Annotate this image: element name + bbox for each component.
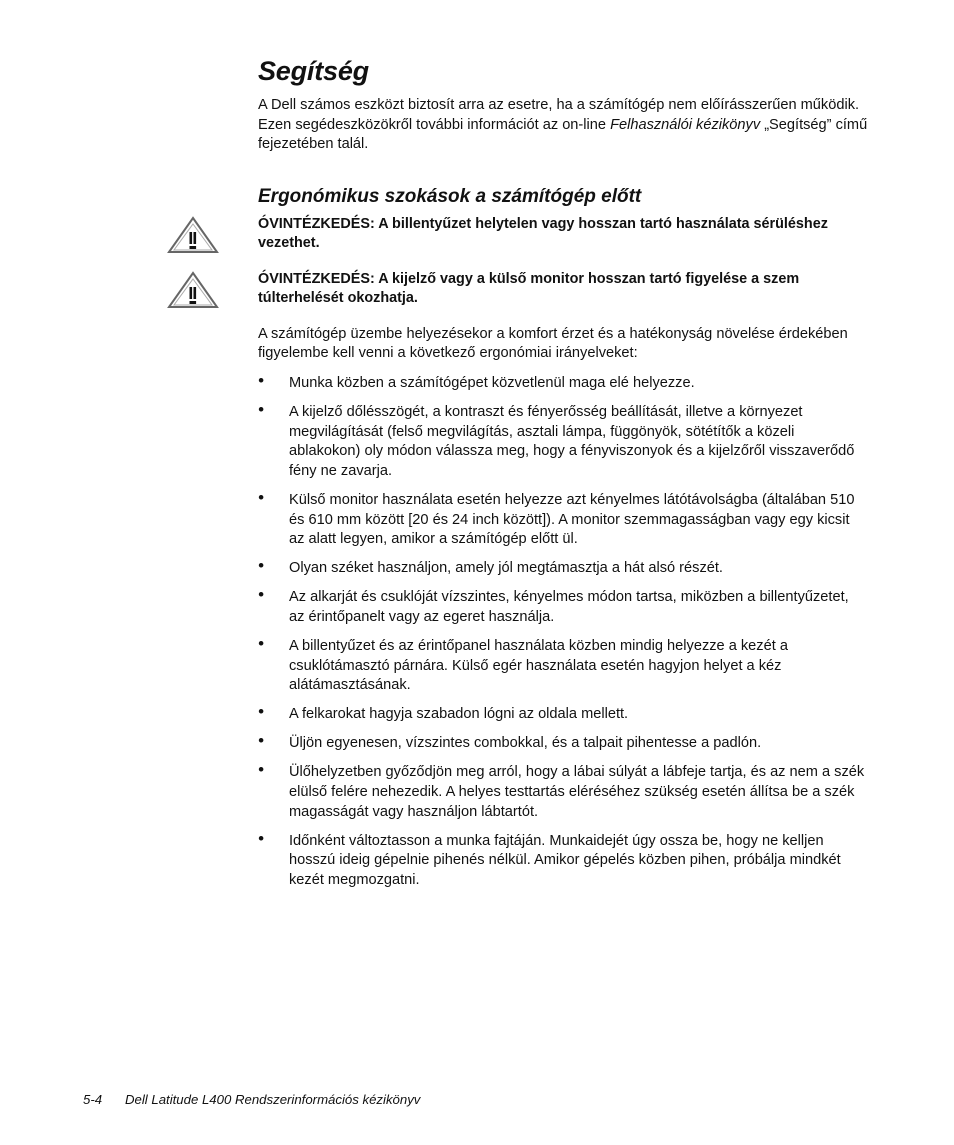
bullet-icon: • (258, 487, 264, 507)
list-item-text: A billentyűzet és az érintőpanel használata közben mindig helyezze a kezét a csuklótámasztó párnára. Külső egér használata esetén hagyjon helyet a kéz alátámasztásának. (289, 638, 788, 694)
bullet-icon: • (258, 556, 264, 576)
intro-text-2: „Segítség” című fejezetében talál. (258, 116, 868, 153)
bullet-icon: • (258, 828, 264, 848)
intro-paragraph (258, 96, 868, 155)
guidelines-list (258, 370, 868, 891)
list-item-text: Külső monitor használata esetén helyezze azt kényelmes látótávolságba (általában 510 és 610 mm között [20 és 24 inch között]). A monitor szemmagasságban vagy egy kicsit az alatt legyen, amikor a számítógép előtt ül. (289, 491, 855, 548)
intro-text-1: A Dell számos eszközt biztosít arra az esetre, ha a számítógép nem előírásszerűen működik. Ezen segédeszközökről további információt az on-line (258, 97, 860, 133)
page-content (258, 54, 868, 900)
list-item (258, 828, 868, 891)
bullet-icon: • (258, 731, 264, 751)
list-item-text: A kijelző dőlésszögét, a kontraszt és fényerősség beállítását, illetve a környezet megvilágítását (felső megvilágítás, asztali lámpa, függönyök, sötétítők a közeli ablakokon) oly módon válassza meg, hogy a fényviszonyok és a kijelzőről visszaverődő fény ne zavarja. (289, 404, 855, 479)
bullet-icon: • (258, 634, 264, 653)
list-item (258, 487, 868, 550)
intro-book-reference: Felhasználói kézikönyv (610, 116, 761, 133)
page-footer (83, 1091, 420, 1109)
page-title: Segítség (258, 56, 369, 86)
list-item (258, 731, 868, 754)
list-item-text: Olyan széket használjon, amely jól megtámasztja a hát alsó részét. (289, 560, 723, 577)
list-item-text: A felkarokat hagyja szabadon lógni az oldala mellett. (289, 706, 629, 723)
guidelines-intro: A számítógép üzembe helyezésekor a komfort érzet és a hatékonyság növelése érdekében figyelembe kell venni a következő ergonómiai irányelveket: (258, 325, 848, 362)
list-item-text: Ülőhelyzetben győződjön meg arról, hogy a lábai súlyát a lábfeje tartja, és az nem a szék elülső felére nehezedik. A helyes testtartás eléréséhez szükség esetén állítsa be a szék magasságát vagy használjon lábtartót. (289, 764, 865, 820)
list-item-text: Munka közben a számítógépet közvetlenül maga elé helyezze. (289, 374, 695, 391)
list-item-text: Az alkarját és csuklóját vízszintes, kényelmes módon tartsa, miközben a billentyűzetet, az érintőpanelt vagy az egeret használja. (289, 589, 849, 625)
caution-text: ÓVINTÉZKEDÉS: A kijelző vagy a külső monitor hosszan tartó figyelése a szem túlterhelését okozhatja. (258, 270, 800, 307)
bullet-icon: • (258, 760, 264, 780)
bullet-icon: • (258, 400, 264, 420)
warning-triangle-icon (166, 215, 220, 255)
warning-triangle-icon (166, 270, 220, 310)
list-item (258, 370, 868, 394)
page-number: 5-4 (83, 1092, 103, 1107)
section-title: Ergonómikus szokások a számítógép előtt (258, 185, 642, 207)
bullet-icon: • (258, 585, 264, 605)
book-title: Dell Latitude L400 Rendszerinformációs kézikönyv (125, 1092, 421, 1107)
list-item (258, 400, 868, 481)
list-item (258, 702, 868, 725)
list-item (258, 585, 868, 627)
caution-text: ÓVINTÉZKEDÉS: A billentyűzet helytelen vagy hosszan tartó használata sérüléshez vezethet. (258, 215, 828, 252)
list-item (258, 556, 868, 579)
list-item (258, 634, 868, 696)
bullet-icon: • (258, 702, 264, 722)
list-item (258, 760, 868, 822)
caution-keyboard (258, 215, 868, 254)
list-item-text: Üljön egyenesen, vízszintes combokkal, és a talpait pihentesse a padlón. (289, 735, 762, 752)
list-item-text: Időnként változtasson a munka fajtáján. Munkaidejét úgy ossza be, hogy ne kelljen hosszú ideig gépelnie pihenés nélkül. Amikor gépelés közben pihen, próbálja mindkét kezét megmozgatni. (289, 832, 841, 888)
bullet-icon: • (258, 370, 264, 390)
caution-display (258, 270, 868, 309)
